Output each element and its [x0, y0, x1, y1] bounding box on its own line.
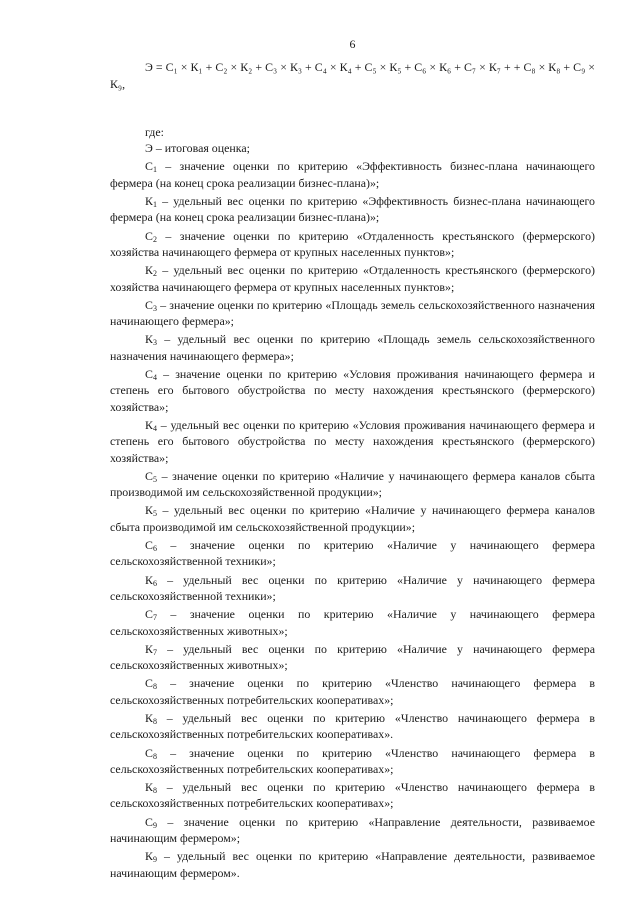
definition-text: – значение оценки по критерию «Эффективность бизнес-плана начинающего фермера (на конец срока реализации бизнес-плана)»; [110, 159, 595, 190]
intro-definition: Э – итоговая оценка; [145, 141, 250, 156]
definition-subscript: 6 [152, 578, 157, 588]
definition-subscript: 1 [152, 165, 157, 175]
definition-text: – значение оценки по критерию «Площадь земель сельскохозяйственного назначения начинающего фермера»; [110, 297, 595, 329]
definition-subscript: 8 [152, 682, 157, 692]
definition-symbol: К [145, 710, 153, 725]
definition-symbol: С [145, 297, 153, 312]
definition-text: – значение оценки по критерию «Членство начинающего фермера в сельскохозяйственных потребительских кооперативах»; [110, 745, 595, 776]
definition-subscript: 7 [152, 647, 157, 657]
definition-symbol: С [145, 468, 153, 483]
definition-symbol: С [145, 538, 153, 553]
definition-paragraph [110, 417, 595, 466]
definition-paragraph [110, 779, 595, 812]
definition-subscript: 7 [152, 613, 157, 623]
definition-paragraph [110, 606, 595, 639]
definition-subscript: 3 [152, 303, 157, 313]
definition-text: – удельный вес оценки по критерию «Членство начинающего фермера в сельскохозяйственных потребительских кооперативах». [110, 710, 595, 742]
formula [110, 59, 595, 92]
definition-subscript: 9 [152, 820, 157, 830]
definition-text: – удельный вес оценки по критерию «Площадь земель сельскохозяйственного назначения начинающего фермера»; [110, 332, 595, 363]
definition-symbol: К [145, 194, 153, 209]
definition-text: – удельный вес оценки по критерию «Отдаленность крестьянского (фермерского) хозяйства начинающего фермера от крупных населенных пунктов»; [110, 263, 595, 294]
definition-symbol: К [145, 503, 153, 518]
definition-text: – значение оценки по критерию «Наличие у начинающего фермера сельскохозяйственной техники»; [110, 538, 595, 569]
formula-line-2: + С₈ × К₈ + С₉ × К₉, [110, 60, 595, 91]
definition-symbol: С [145, 228, 153, 243]
page-number: 6 [349, 37, 356, 51]
definition-symbol: К [145, 572, 153, 587]
definition-subscript: 2 [152, 234, 157, 244]
definition-paragraph [110, 366, 595, 415]
definition-subscript: 4 [152, 423, 157, 433]
definition-paragraph [110, 641, 595, 674]
definition-text: – значение оценки по критерию «Наличие у начинающего фермера каналов сбыта производимой им сельскохозяйственной продукции»; [110, 468, 595, 500]
definition-text: – удельный вес оценки по критерию «Наличие у начинающего фермера сельскохозяйственных животных»; [110, 641, 595, 673]
definition-symbol: С [145, 607, 153, 622]
definition-paragraph [110, 297, 595, 330]
definition-paragraph [110, 745, 595, 778]
definition-paragraph [110, 814, 595, 847]
definition-symbol: С [145, 745, 153, 760]
intro-where: где: [145, 124, 164, 139]
formula-line-1: Э = С₁ × К₁ + С₂ × К₂ + С₃ × К₃ + С₄ × К₄ + С₅ × К₅ + С₆ × К₆ + С₇ × К₇ + [145, 60, 511, 75]
definition-text: – удельный вес оценки по критерию «Направление деятельности, развиваемое начинающим фермером». [110, 849, 595, 880]
definition-text: – удельный вес оценки по критерию «Членство начинающего фермера в сельскохозяйственных потребительских кооперативах»; [110, 780, 595, 811]
definition-paragraph [110, 502, 595, 535]
definition-symbol: С [145, 814, 153, 829]
definition-subscript: 8 [152, 751, 157, 761]
definition-paragraph [110, 262, 595, 295]
definition-paragraph [110, 331, 595, 364]
definition-subscript: 6 [152, 544, 157, 554]
definition-paragraph [110, 193, 595, 226]
definition-text: – значение оценки по критерию «Направление деятельности, развиваемое начинающим фермером»; [110, 814, 595, 846]
definition-text: – удельный вес оценки по критерию «Условия проживания начинающего фермера и степень его бытового обустройства по месту нахождения крестьянского (фермерского) хозяйства»; [110, 417, 595, 465]
definition-symbol: С [145, 159, 153, 174]
definitions-list [110, 158, 595, 880]
definition-text: – удельный вес оценки по критерию «Эффективность бизнес-плана начинающего фермера (на конец срока реализации бизнес-плана)»; [110, 194, 595, 225]
definition-subscript: 5 [152, 509, 157, 519]
definition-symbol: К [145, 332, 153, 347]
definition-symbol: К [145, 263, 153, 278]
intro-block [110, 124, 595, 157]
definition-text: – значение оценки по критерию «Наличие у начинающего фермера сельскохозяйственных животных»; [110, 607, 595, 638]
definition-subscript: 1 [152, 200, 157, 210]
definition-paragraph [110, 572, 595, 605]
definition-subscript: 4 [152, 373, 157, 383]
definition-symbol: К [145, 417, 153, 432]
definition-subscript: 2 [152, 269, 157, 279]
definition-paragraph [110, 228, 595, 261]
definition-text: – значение оценки по критерию «Отдаленность крестьянского (фермерского) хозяйства начинающего фермера от крупных населенных пунктов»; [110, 228, 595, 259]
definition-symbol: К [145, 849, 153, 864]
definition-paragraph [110, 537, 595, 570]
definition-subscript: 8 [152, 786, 157, 796]
definition-text: – значение оценки по критерию «Условия проживания начинающего фермера и степень его бытового обустройства по месту нахождения крестьянского (фермерского) хозяйства»; [110, 367, 595, 414]
definition-paragraph [110, 710, 595, 743]
definition-symbol: С [145, 367, 153, 382]
definition-subscript: 5 [152, 474, 157, 484]
definition-text: – удельный вес оценки по критерию «Наличие у начинающего фермера сельскохозяйственной техники»; [110, 572, 595, 603]
definition-symbol: К [145, 641, 153, 656]
definition-paragraph [110, 675, 595, 708]
definition-subscript: 9 [152, 855, 157, 865]
definition-symbol: С [145, 676, 153, 691]
definition-paragraph [110, 468, 595, 501]
definition-text: – удельный вес оценки по критерию «Наличие у начинающего фермера каналов сбыта производимой им сельскохозяйственной продукции»; [110, 503, 595, 534]
definition-text: – значение оценки по критерию «Членство начинающего фермера в сельскохозяйственных потребительских кооперативах»; [110, 676, 595, 707]
definition-subscript: 8 [152, 716, 157, 726]
definition-paragraph [110, 848, 595, 881]
definition-subscript: 3 [152, 338, 157, 348]
definition-symbol: К [145, 780, 153, 795]
definition-paragraph [110, 158, 595, 191]
